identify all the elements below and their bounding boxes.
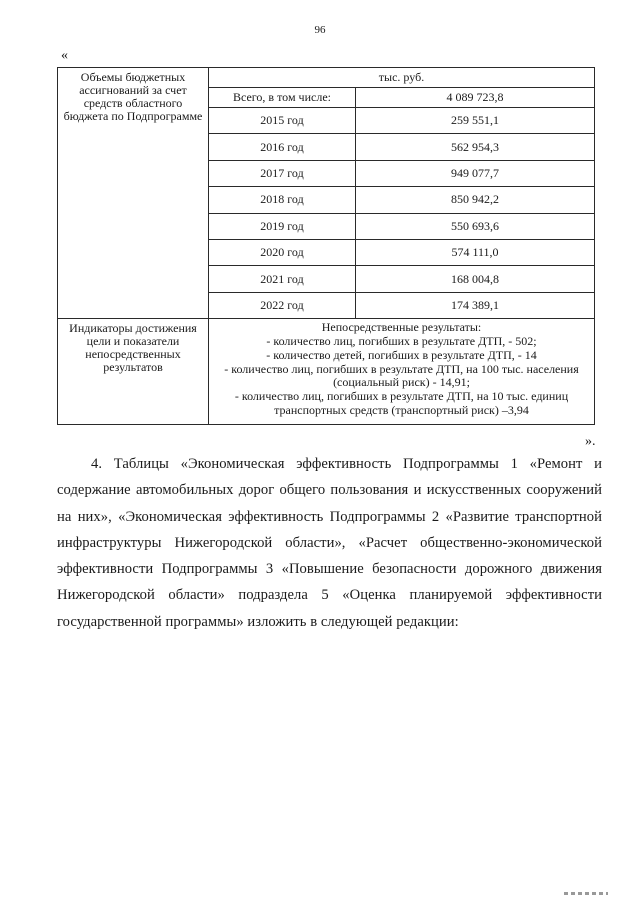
year-cell: Всего, в том числе: — [209, 88, 356, 108]
scan-footer-mark — [564, 892, 608, 895]
indicators-row — [58, 319, 595, 425]
result-item: - количество лиц, погибших в результате ДТП, на 10 тыс. единиц транспортных средств (транспортный риск) –3,94 — [234, 389, 569, 417]
table-row — [209, 108, 594, 134]
result-item: - количество лиц, погибших в результате ДТП, - 502; — [266, 333, 537, 348]
budget-values-cell — [209, 68, 595, 319]
indicators-label: Индикаторы достижения цели и показатели непосредственных результатов — [58, 319, 209, 425]
amendment-paragraph: 4. Таблицы «Экономическая эффективность Подпрограммы 1 «Ремонт и содержание автомобильных дорог общего пользования и искусственных сооружений на них», «Экономическая эффективность Подпрограммы 2 «Развитие транспортной инфраструктуры Нижегородской области», «Расчет общественно-экономической эффективности Подпрограммы 3 «Повышение безопасности дорожного движения Нижегородской области» подраздела 5 «Оценка планируемой эффективности государственной программы» изложить в следующей редакции: — [57, 456, 602, 630]
year-cell: 2022 год — [209, 292, 356, 318]
table-row — [209, 213, 594, 239]
table-row — [209, 187, 594, 213]
subprogram-passport-table — [57, 67, 595, 425]
amount-cell: 850 942,2 — [356, 187, 595, 213]
table-row — [209, 239, 594, 265]
indicators-results-cell — [209, 319, 595, 425]
results-heading: Непосредственные результаты: — [321, 320, 482, 335]
budget-breakdown-table — [209, 68, 594, 318]
amount-cell: 259 551,1 — [356, 108, 595, 134]
page-number: 96 — [314, 24, 326, 36]
table-row — [209, 292, 594, 318]
year-cell: 2019 год — [209, 213, 356, 239]
unit-header: тыс. руб. — [209, 68, 594, 88]
amount-cell: 550 693,6 — [356, 213, 595, 239]
table-row — [209, 266, 594, 292]
opening-quote-mark: « — [61, 48, 68, 63]
year-cell: 2017 год — [209, 160, 356, 186]
year-cell: 2016 год — [209, 134, 356, 160]
year-cell: 2018 год — [209, 187, 356, 213]
closing-quote-mark: ». — [585, 434, 596, 449]
result-item: - количество детей, погибших в результате ДТП, - 14 — [266, 347, 537, 362]
table-row — [209, 160, 594, 186]
budget-row — [58, 68, 595, 319]
table-row — [209, 88, 594, 108]
amount-cell: 949 077,7 — [356, 160, 595, 186]
amount-cell: 574 111,0 — [356, 239, 595, 265]
year-cell: 2021 год — [209, 266, 356, 292]
result-item: - количество лиц, погибших в результате ДТП, на 100 тыс. населения (социальный риск) - 14,91; — [224, 361, 579, 390]
amount-cell: 168 004,8 — [356, 266, 595, 292]
amount-cell: 562 954,3 — [356, 134, 595, 160]
year-cell: 2015 год — [209, 108, 356, 134]
year-cell: 2020 год — [209, 239, 356, 265]
amount-cell: 4 089 723,8 — [356, 88, 595, 108]
amount-cell: 174 389,1 — [451, 297, 499, 312]
budget-label: Объемы бюджетных ассигнований за счет средств областного бюджета по Подпрограмме — [58, 68, 209, 319]
table-row — [209, 134, 594, 160]
